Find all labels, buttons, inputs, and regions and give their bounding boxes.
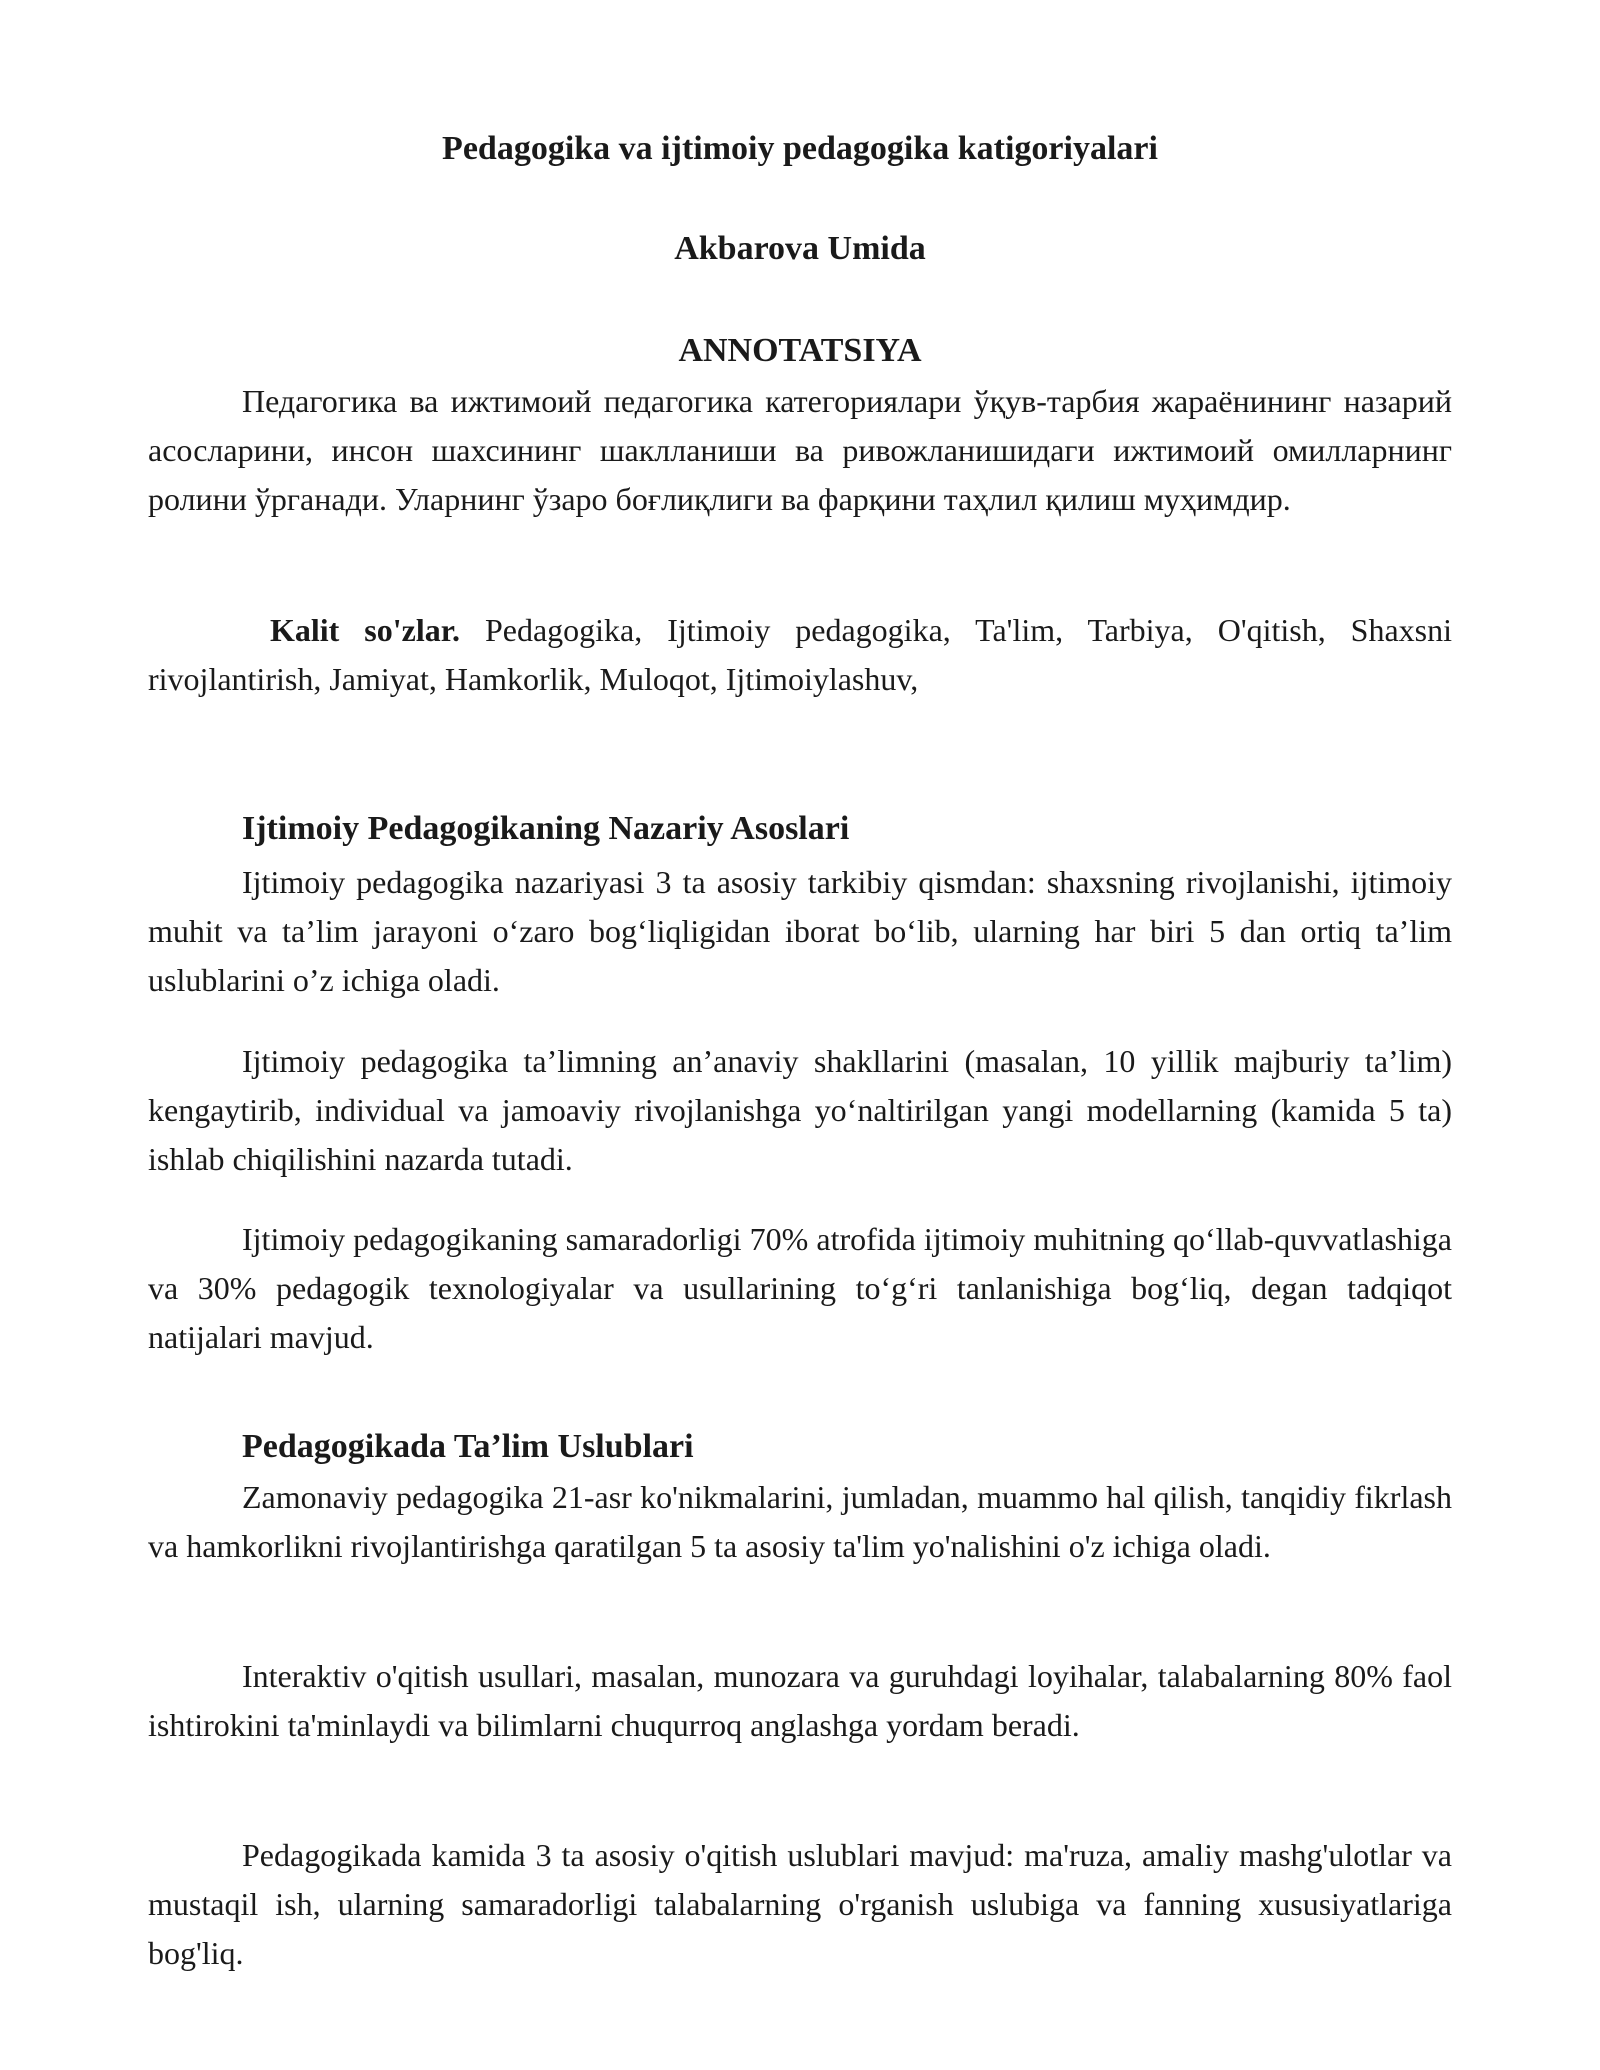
section1-paragraph-1: Ijtimoiy pedagogika nazariyasi 3 ta asosiy tarkibiy qismdan: shaxsning rivojlanishi, ijtimoiy muhit va ta’lim jarayoni o‘zaro bog‘liqligidan iborat bo‘lib, ularning har biri 5 dan ortiq ta’lim uslublarini o’z ichiga oladi.: [148, 864, 1452, 998]
annotation-text: Педагогика ва ижтимоий педагогика категориялари ўқув-тарбия жараёнининг назарий асосларини, инсон шахсининг шаклланиши ва ривожланишидаги ижтимоий омилларнинг ролини ўрганади. Уларнинг ўзаро боғлиқлиги ва фарқини таҳлил қилиш муҳимдир.: [148, 383, 1452, 517]
document-title: Pedagogika va ijtimoiy pedagogika katigoriyalari: [442, 130, 1158, 167]
section2-paragraph-2: Interaktiv o'qitish usullari, masalan, munozara va guruhdagi loyihalar, talabalarning 80% faol ishtirokini ta'minlaydi va bilimlarni chuqurroq anglashga yordam beradi.: [148, 1658, 1452, 1743]
annotation-heading: ANNOTATSIYA: [678, 332, 922, 369]
keywords-label: Kalit so'zlar.: [270, 612, 460, 648]
keywords-paragraph: [148, 606, 1452, 704]
section1-paragraph-3: Ijtimoiy pedagogikaning samaradorligi 70% atrofida ijtimoiy muhitning qo‘llab-quvvatlashiga va 30% pedagogik texnologiyalar va usullarining to‘g‘ri tanlanishiga bog‘liq, degan tadqiqot natijalari mavjud.: [148, 1221, 1452, 1355]
section2-paragraph-3: Pedagogikada kamida 3 ta asosiy o'qitish uslublari mavjud: ma'ruza, amaliy mashg'ulotlar va mustaqil ish, ularning samaradorligi talabalarning o'rganish uslubiga va fanning xususiyatlariga bog'liq.: [148, 1837, 1452, 1971]
author-name: Akbarova Umida: [674, 230, 926, 267]
section-heading-methods: Pedagogikada Ta’lim Uslublari: [242, 1428, 694, 1465]
section2-paragraph-1: Zamonaviy pedagogika 21-asr ko'nikmalarini, jumladan, muammo hal qilish, tanqidiy fikrlash va hamkorlikni rivojlantirishga qaratilgan 5 ta asosiy ta'lim yo'nalishini o'z ichiga oladi.: [148, 1479, 1452, 1564]
keywords-text: Pedagogika, Ijtimoiy pedagogika, Ta'lim, Tarbiya, O'qitish, Shaxsni rivojlantirish, Jamiyat, Hamkorlik, Muloqot, Ijtimoiylashuv,: [148, 612, 1453, 697]
section1-paragraph-2: Ijtimoiy pedagogika ta’limning an’anaviy shakllarini (masalan, 10 yillik majburiy ta’lim) kengaytirib, individual va jamoaviy rivojlanishga yo‘naltirilgan yangi modellarning (kamida 5 ta) ishlab chiqilishini nazarda tutadi.: [148, 1043, 1452, 1177]
section-heading-theory: Ijtimoiy Pedagogikaning Nazariy Asoslari: [242, 810, 850, 847]
